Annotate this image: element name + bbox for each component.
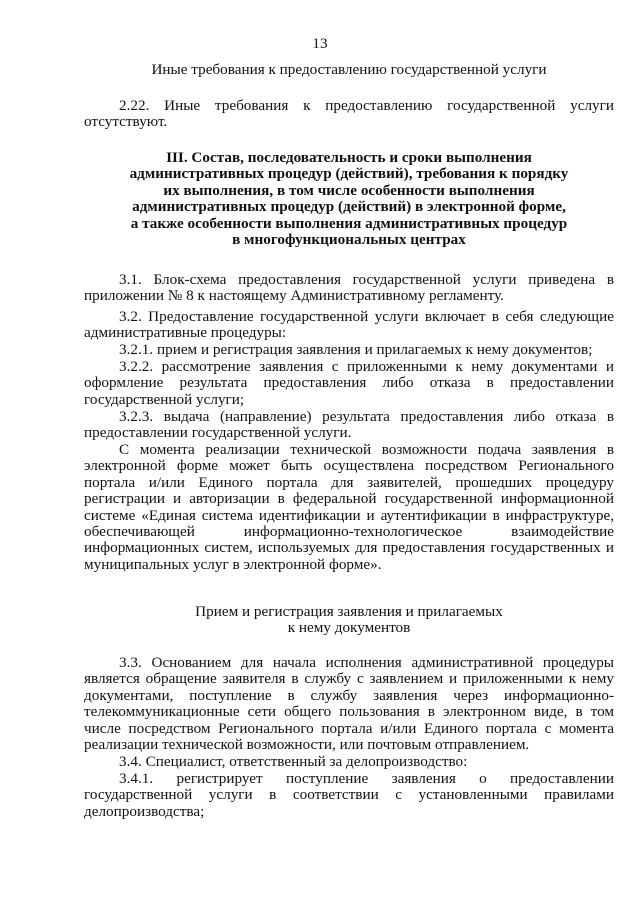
page-number: 13 bbox=[312, 35, 328, 52]
section-3-heading-line: административных процедур (действий) в электронной форме, bbox=[132, 198, 566, 216]
section-3-heading-line: их выполнения, в том числе особенности выполнения bbox=[163, 181, 535, 199]
paragraph-electronic-form: С момента реализации технической возможности подача заявления в электронной форме может быть осуществлена посредством Регионального портала и/или Единого портала для заявителей, прошедших процедуру регистрации и авторизации в федеральной государственной информационной системе «Единая система идентификации и аутентификации в инфраструктуре, обеспечивающей информационно-технологическое взаимодействие информационных систем, используемых для предоставления государственных и муниципальных услуг в электронной форме». bbox=[84, 441, 614, 573]
paragraph-3-1: 3.1. Блок-схема предоставления государственной услуги приведена в приложении № 8 к настоящему Административному регламенту. bbox=[84, 271, 614, 305]
section-3-heading-line: III. Состав, последовательность и сроки выполнения bbox=[166, 149, 532, 166]
paragraph-3-4: 3.4. Специалист, ответственный за делопроизводство: bbox=[119, 753, 468, 770]
paragraph-3-2: 3.2. Предоставление государственной услуги включает в себя следующие административные процедуры: bbox=[84, 308, 614, 342]
paragraph-3-2-2: 3.2.2. рассмотрение заявления с приложенными к нему документами и оформление результата предоставления либо отказа в предоставлении государственной услуги; bbox=[84, 358, 614, 408]
other-requirements-heading: Иные требования к предоставлению государственной услуги bbox=[151, 61, 547, 78]
subheading-line: к нему документов bbox=[287, 619, 411, 637]
paragraph-2-22: 2.22. Иные требования к предоставлению государственной услуги отсутствуют. bbox=[84, 97, 614, 131]
section-3-heading-line: а также особенности выполнения административных процедур bbox=[130, 214, 568, 232]
subheading-line: Прием и регистрация заявления и прилагаемых bbox=[195, 603, 503, 620]
paragraph-3-4-1: 3.4.1. регистрирует поступление заявления о предоставлении государственной услуги в соответствии с установленными правилами делопроизводства; bbox=[84, 770, 614, 820]
section-3-heading-line: в многофункциональных центрах bbox=[232, 231, 466, 249]
section-3-heading-line: административных процедур (действий), требования к порядку bbox=[129, 165, 569, 183]
subheading-reception bbox=[84, 604, 614, 637]
section-3-heading bbox=[84, 150, 614, 248]
paragraph-3-3: 3.3. Основанием для начала исполнения административной процедуры является обращение заявителя в службу с заявлением и приложенными к нему документами, поступление в службу заявления через информационно-телекоммуникационные сети общего пользования в электронном виде, в том числе посредством Регионального портала и/или Единого портала с момента реализации технической возможности, или почтовым отправлением. bbox=[84, 654, 614, 754]
paragraph-3-2-3: 3.2.3. выдача (направление) результата предоставления либо отказа в предоставлении государственной услуги. bbox=[84, 408, 614, 442]
paragraph-3-2-1: 3.2.1. прием и регистрация заявления и прилагаемых к нему документов; bbox=[119, 341, 593, 358]
